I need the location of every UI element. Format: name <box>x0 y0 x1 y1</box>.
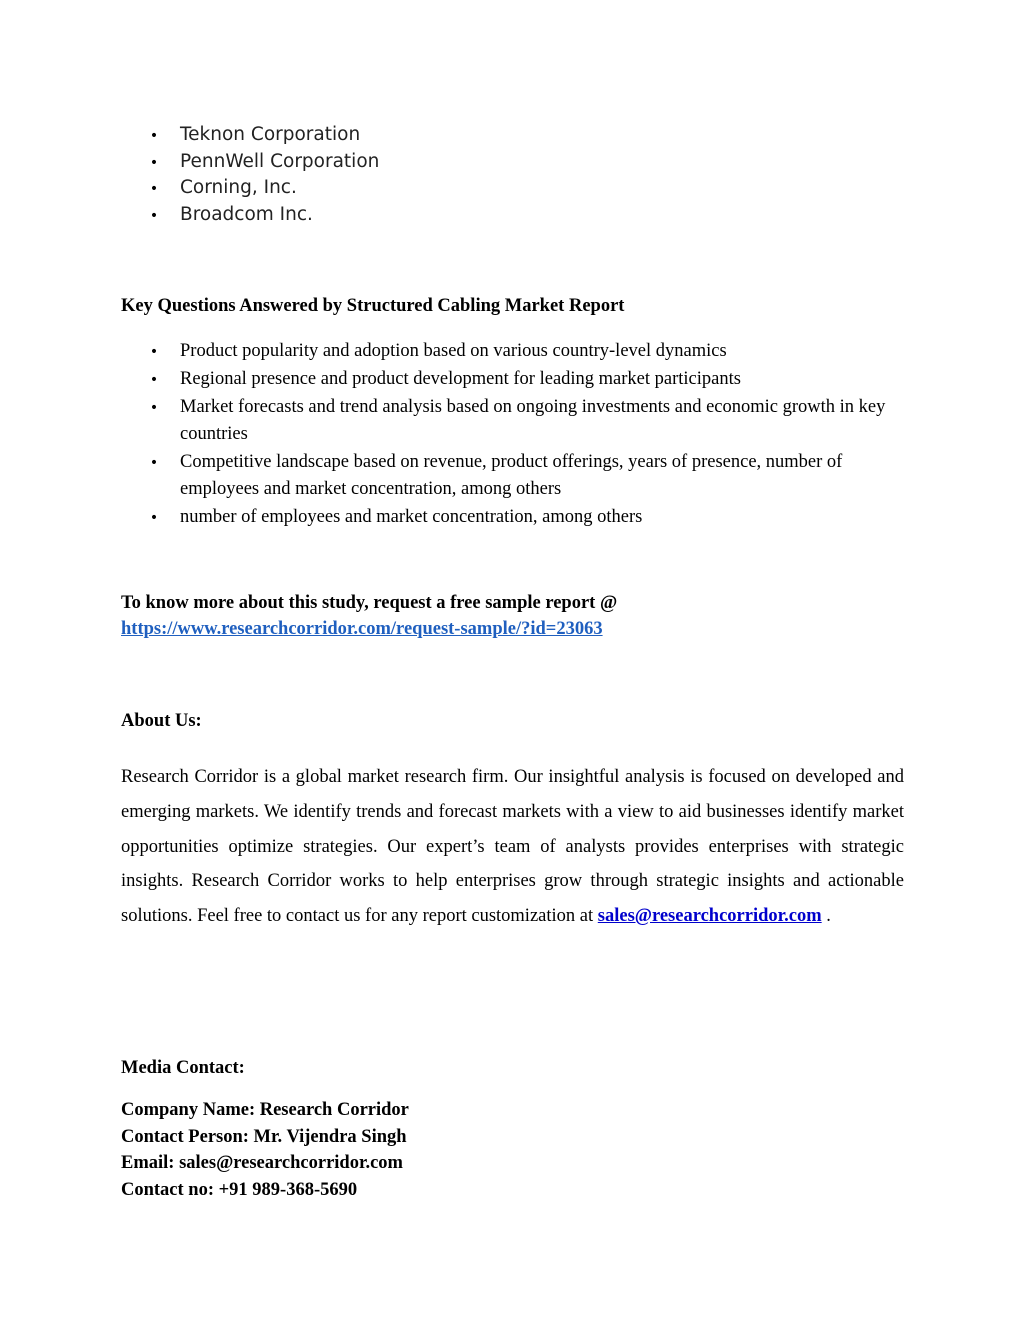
bullet-icon <box>148 149 160 177</box>
list-item: • Broadcom Inc. <box>148 202 748 229</box>
media-contact-heading: Media Contact: <box>121 1058 245 1078</box>
list-item: • number of employees and market concentration, among others <box>148 504 904 531</box>
sample-request-text: To know more about this study, request a free sample report @ <box>121 593 618 613</box>
list-item: • Teknon Corporation <box>148 122 748 149</box>
company-list <box>148 122 748 228</box>
bullet-icon <box>148 338 160 366</box>
contact-company: Company Name: Research Corridor <box>121 1100 409 1120</box>
contact-email: Email: sales@researchcorridor.com <box>121 1153 403 1173</box>
about-heading: About Us: <box>121 711 202 731</box>
list-item: • Product popularity and adoption based on various country-level dynamics <box>148 338 904 365</box>
about-body: Research Corridor is a global market research firm. Our insightful analysis is focused on developed and emerging markets. We identify trends and forecast markets with a view to aid businesses identify market opportunities optimize strategies. Our expert’s team of analysts provides enterprises with strategic insights. Research Corridor works to help enterprises grow through strategic insights and actionable solutions. Feel free to contact us for any report customization at <box>121 767 904 927</box>
key-questions-list <box>148 338 904 532</box>
key-questions-heading: Key Questions Answered by Structured Cabling Market Report <box>121 296 625 316</box>
bullet-icon <box>148 449 160 477</box>
contact-phone: Contact no: +91 989-368-5690 <box>121 1179 358 1200</box>
contact-person: Contact Person: Mr. Vijendra Singh <box>121 1126 407 1147</box>
list-item: • PennWell Corporation <box>148 149 748 176</box>
about-trailing: . <box>821 906 831 927</box>
list-item: • Corning, Inc. <box>148 175 748 202</box>
list-item: • Market forecasts and trend analysis based on ongoing investments and economic growth in key countries <box>148 394 904 448</box>
list-item: • Competitive landscape based on revenue, product offerings, years of presence, number of employees and market concentration, among others <box>148 449 904 503</box>
bullet-icon <box>148 202 160 230</box>
about-paragraph <box>121 760 904 934</box>
sample-request-callout <box>121 590 921 642</box>
bullet-icon <box>148 175 160 203</box>
bullet-icon <box>148 394 160 422</box>
sales-email-link[interactable]: sales@researchcorridor.com <box>597 906 822 927</box>
bullet-icon <box>148 366 160 394</box>
bullet-icon <box>148 122 160 150</box>
bullet-icon <box>148 504 160 532</box>
list-item: • Regional presence and product development for leading market participants <box>148 366 904 393</box>
sample-request-link[interactable]: https://www.researchcorridor.com/request-sample/?id=23063 <box>121 619 603 639</box>
contact-block <box>121 1097 409 1203</box>
